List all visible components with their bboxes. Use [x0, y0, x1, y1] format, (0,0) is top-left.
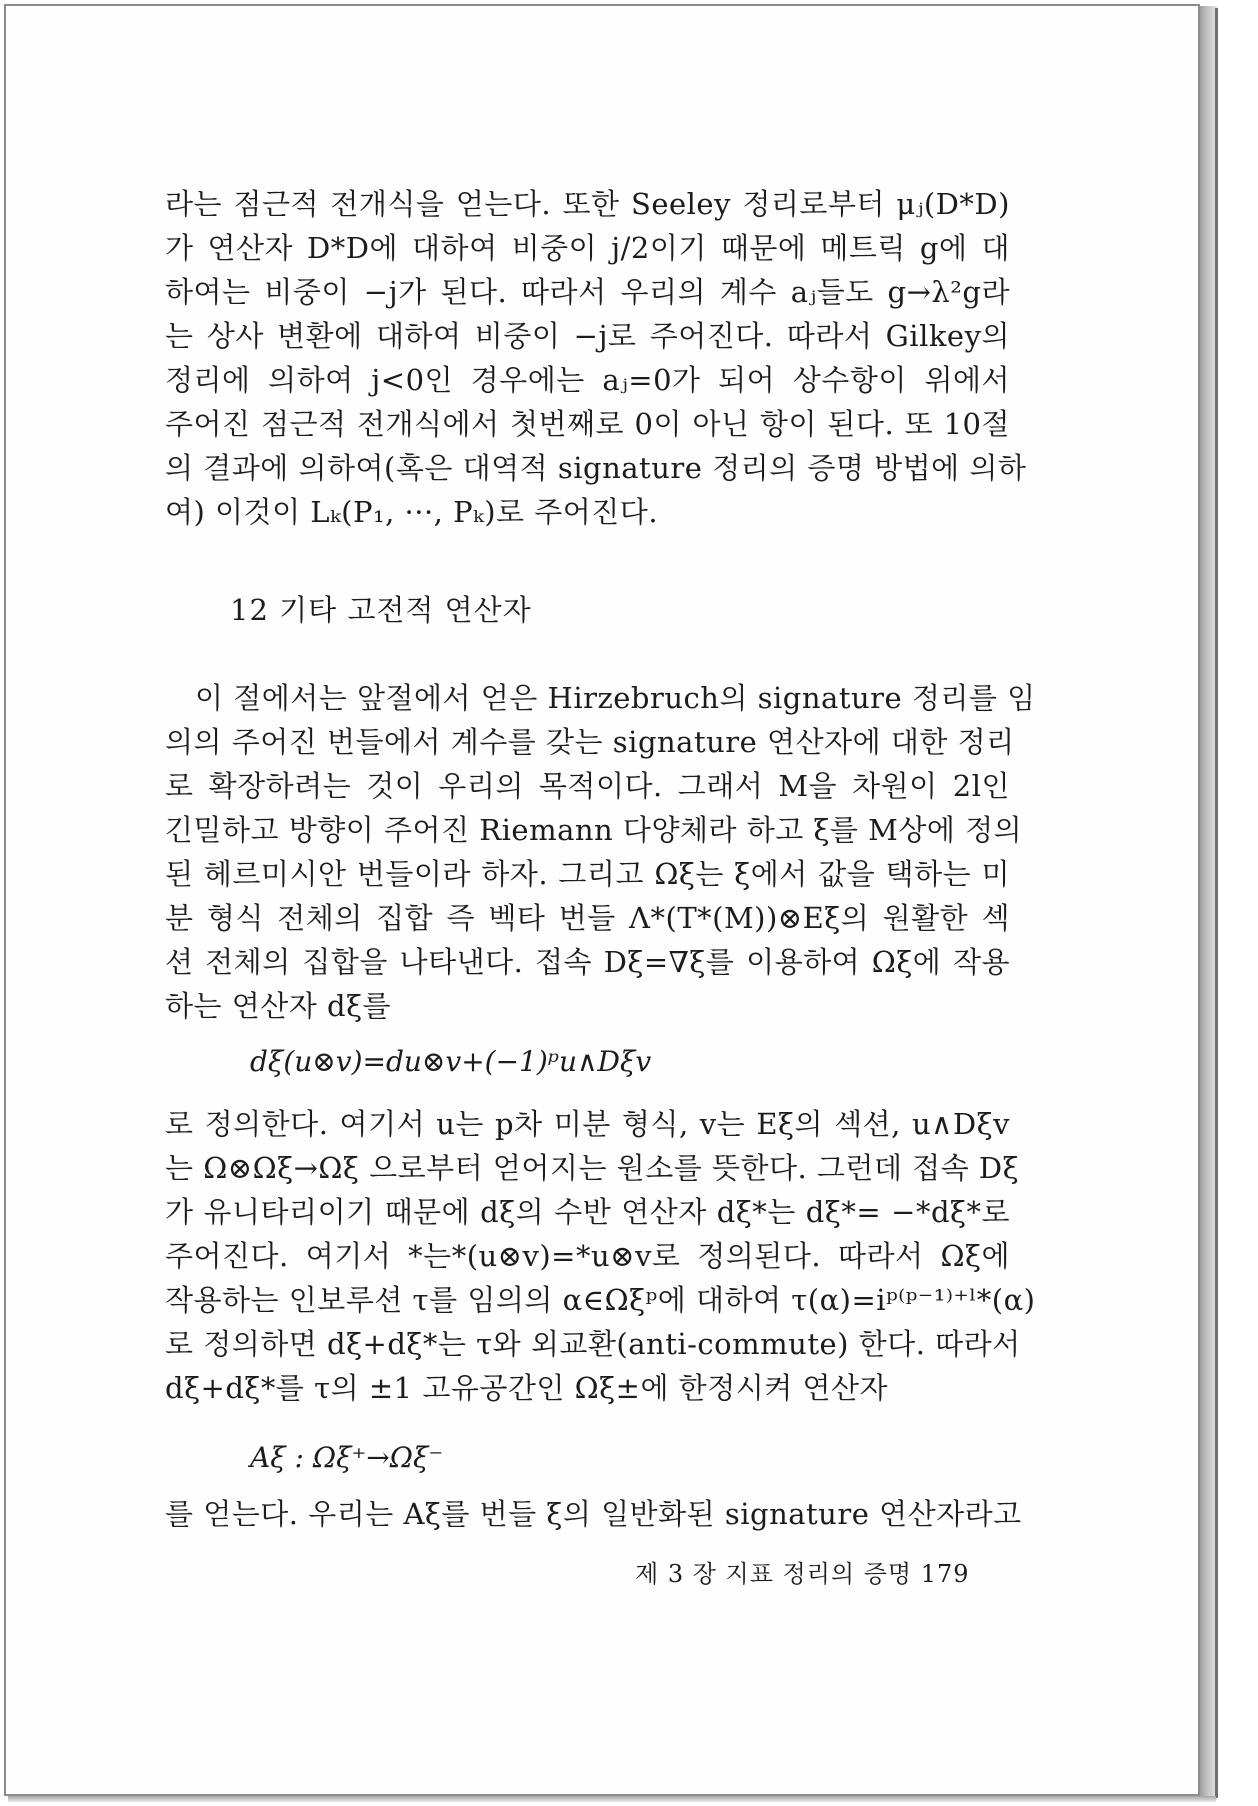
text-line: 주어진 점근적 전개식에서 첫번째로 0이 아닌 항이 된다. 또 10절 — [165, 407, 1010, 441]
text-line: 분 형식 전체의 집합 즉 벡타 번들 Λ*(T*(M))⊗Eξ의 원활한 섹 — [165, 901, 1010, 935]
text-line: dξ+dξ*를 τ의 ±1 고유공간인 Ωξ±에 한정시켜 연산자 — [165, 1371, 889, 1405]
text-line: 의 결과에 의하여(혹은 대역적 signature 정리의 증명 방법에 의하 — [165, 451, 1027, 485]
text-line: 긴밀하고 방향이 주어진 Riemann 다양체라 하고 ξ를 M상에 정의 — [165, 813, 1023, 847]
section-heading: 12 기타 고전적 연산자 — [230, 593, 532, 627]
text-line: 를 얻는다. 우리는 Aξ를 번들 ξ의 일반화된 signature 연산자라고 — [165, 1497, 1022, 1531]
text-line: 이 절에서는 앞절에서 얻은 Hirzebruch의 signature 정리를 임 — [195, 681, 1036, 715]
display-formula-2: Aξ : Ωξ⁺→Ωξ⁻ — [250, 1441, 444, 1474]
text-line: 는 Ω⊗Ωξ→Ωξ 으로부터 얻어지는 원소를 뜻한다. 그런데 접속 Dξ — [165, 1151, 1020, 1185]
text-line: 하는 연산자 dξ를 — [165, 989, 392, 1023]
text-line: 된 헤르미시안 번들이라 하자. 그리고 Ωξ는 ξ에서 값을 택하는 미 — [165, 857, 1010, 891]
text-line: 가 유니타리이기 때문에 dξ의 수반 연산자 dξ*는 dξ*= −*dξ*로 — [165, 1195, 1010, 1229]
text-line: 작용하는 인보루션 τ를 임의의 α∈Ωξᵖ에 대하여 τ(α)=iᵖ⁽ᵖ⁻¹⁾⁺ˡ*(α) — [165, 1283, 1036, 1317]
text-line: 주어진다. 여기서 *는*(u⊗v)=*u⊗v로 정의된다. 따라서 Ωξ에 — [165, 1239, 1010, 1273]
text-line: 라는 점근적 전개식을 얻는다. 또한 Seeley 정리로부터 μⱼ(D*D) — [165, 187, 1010, 221]
text-line: 정리에 의하여 j<0인 경우에는 aⱼ=0가 되어 상수항이 위에서 — [165, 363, 1010, 397]
text-line: 는 상사 변환에 대하여 비중이 −j로 주어진다. 따라서 Gilkey의 — [165, 319, 1010, 353]
display-formula-1: dξ(u⊗v)=du⊗v+(−1)ᵖu∧Dξv — [250, 1045, 652, 1078]
text-line: 여) 이것이 Lₖ(P₁, ···, Pₖ)로 주어진다. — [165, 495, 659, 529]
text-line: 하여는 비중이 −j가 된다. 따라서 우리의 계수 aⱼ들도 g→λ²g라 — [165, 275, 1010, 309]
page-footer: 제 3 장 지표 정리의 증명 179 — [635, 1560, 970, 1588]
text-line: 션 전체의 집합을 나타낸다. 접속 Dξ=∇ξ를 이용하여 Ωξ에 작용 — [165, 945, 1010, 979]
text-line: 로 확장하려는 것이 우리의 목적이다. 그래서 M을 차원이 2l인 — [165, 769, 1010, 803]
text-line: 의의 주어진 번들에서 계수를 갖는 signature 연산자에 대한 정리 — [165, 725, 1015, 759]
page-edge-line — [1215, 8, 1218, 1798]
page-bottom-shadow — [8, 1796, 1216, 1802]
text-line: 로 정의한다. 여기서 u는 p차 미분 형식, v는 Eξ의 섹션, u∧Dξv — [165, 1107, 1010, 1141]
text-line: 가 연산자 D*D에 대하여 비중이 j/2이기 때문에 메트릭 g에 대 — [165, 231, 1010, 265]
text-line: 로 정의하면 dξ+dξ*는 τ와 외교환(anti-commute) 한다. 따라서 — [165, 1327, 1021, 1361]
